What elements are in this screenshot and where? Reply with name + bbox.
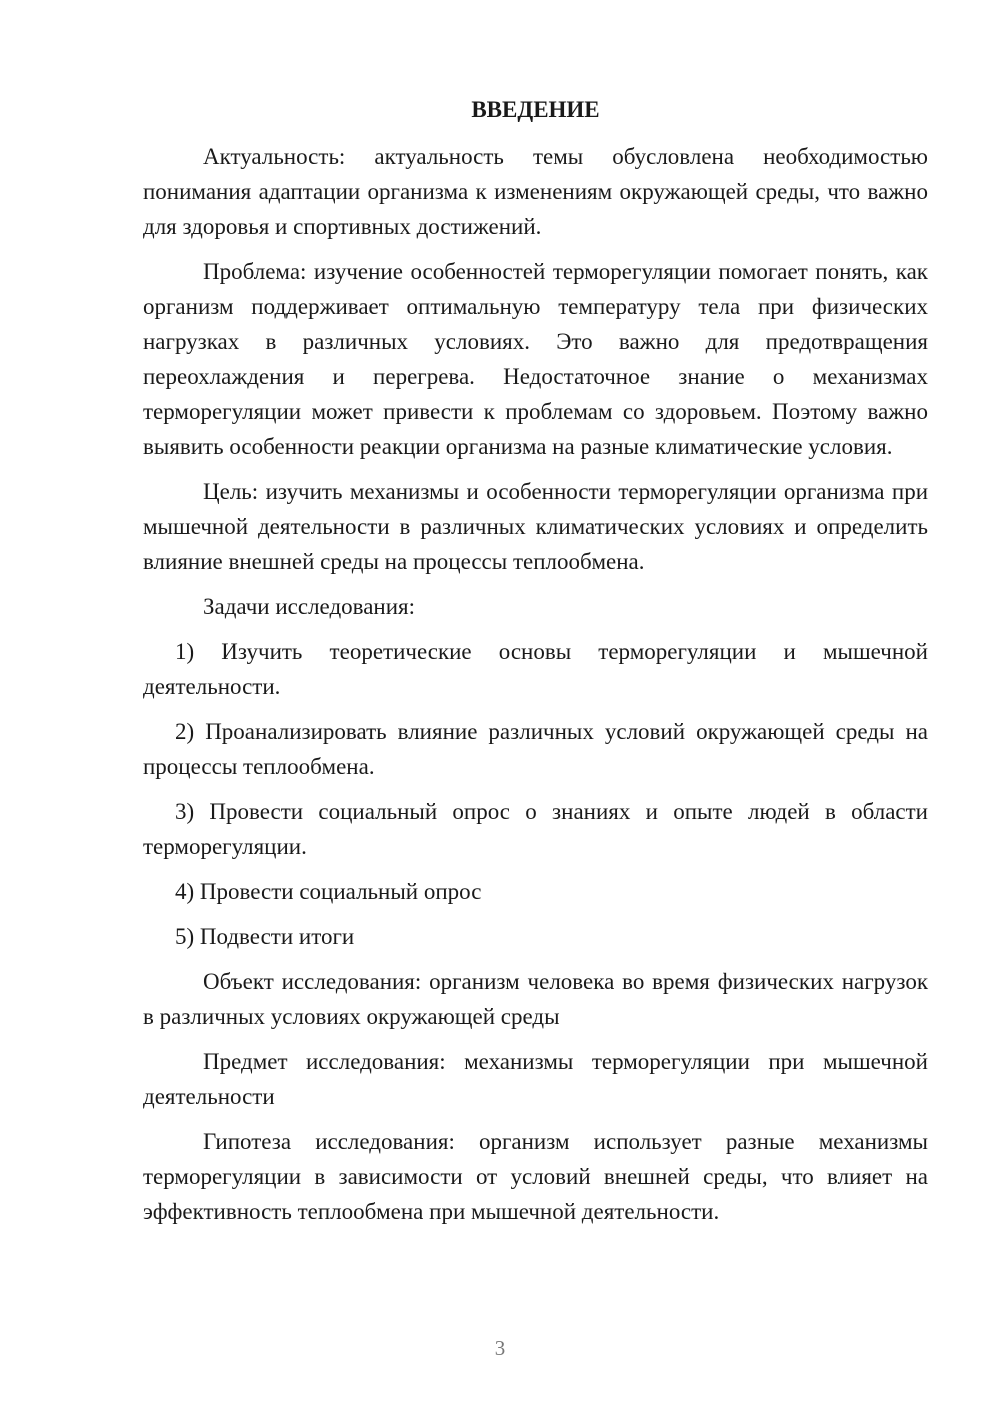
section-title: ВВЕДЕНИЕ: [471, 97, 600, 122]
tasks-heading: Задачи исследования:: [203, 594, 416, 619]
paragraph-hypothesis: Гипотеза исследования: организм использует разные механизмы терморегуляции в зависимости от условий внешней среды, что влияет на эффективность теплообмена при мышечной деятельности.: [143, 1129, 928, 1224]
paragraph-relevance: Актуальность: актуальность темы обусловлена необходимостью понимания адаптации организма к изменениям окружающей среды, что важно для здоровья и спортивных достижений.: [143, 144, 928, 239]
task-item-2: 2) Проанализировать влияние различных условий окружающей среды на процессы теплообмена.: [143, 719, 928, 779]
page-content: [143, 92, 928, 1239]
paragraph-object: Объект исследования: организм человека во время физических нагрузок в различных условиях окружающей среды: [143, 969, 928, 1029]
paragraph-problem: Проблема: изучение особенностей терморегуляции помогает понять, как организм поддерживает оптимальную температуру тела при физических нагрузках в различных условиях. Это важно для предотвращения переохлаждения и перегрева. Недостаточное знание о механизмах терморегуляции может привести к проблемам со здоровьем. Поэтому важно выявить особенности реакции организма на разные климатические условия.: [143, 259, 928, 459]
task-item-4: 4) Провести социальный опрос: [175, 879, 482, 904]
task-item-3: 3) Провести социальный опрос о знаниях и опыте людей в области терморегуляции.: [143, 799, 928, 859]
page-number: 3: [494, 1336, 506, 1360]
paragraph-goal: Цель: изучить механизмы и особенности терморегуляции организма при мышечной деятельности в различных климатических условиях и определить влияние внешней среды на процессы теплообмена.: [143, 479, 928, 574]
task-item-5: 5) Подвести итоги: [175, 924, 355, 949]
paragraph-subject: Предмет исследования: механизмы терморегуляции при мышечной деятельности: [143, 1049, 928, 1109]
task-item-1: 1) Изучить теоретические основы терморегуляции и мышечной деятельности.: [143, 639, 928, 699]
